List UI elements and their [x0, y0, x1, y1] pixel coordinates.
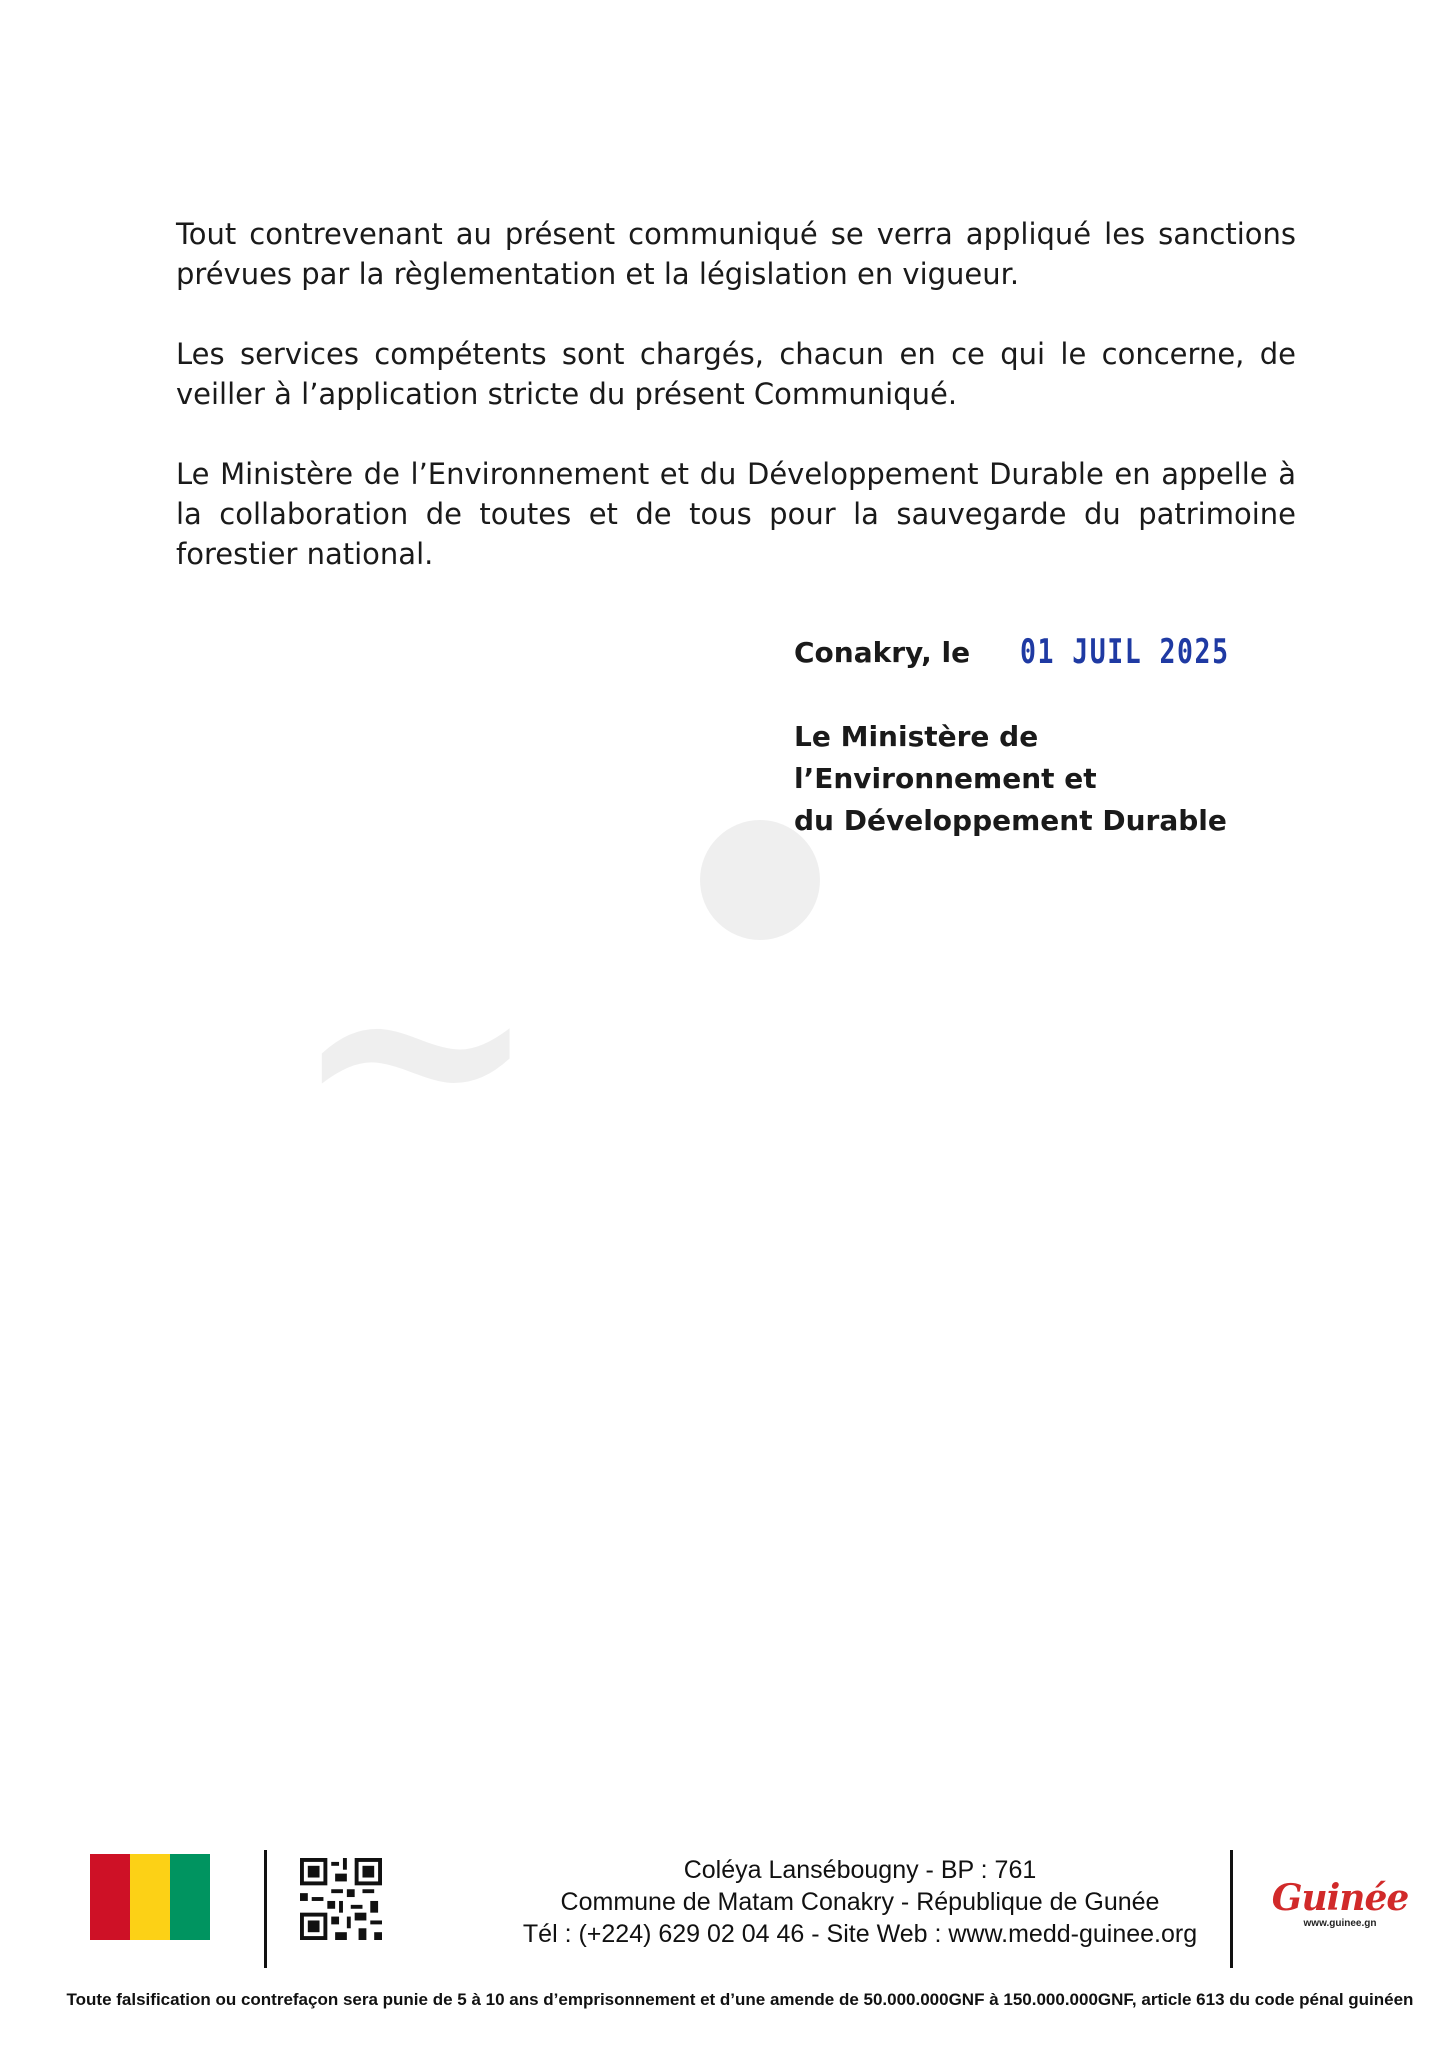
signatory-block — [794, 716, 1294, 842]
guinee-watermark-logo — [260, 820, 1160, 1240]
paragraph-services: Les services compétents sont chargés, chacun en ce qui le concerne, de veiller à l’application stricte du présent Communiqué. — [176, 337, 1296, 411]
dateline — [794, 632, 1311, 672]
paragraph-sanctions: Tout contrevenant au présent communiqué se verra appliqué les sanctions prévues par la règlementation et la législation en vigueur. — [176, 217, 1296, 291]
flag-red — [90, 1854, 130, 1940]
letterhead-footer — [90, 1850, 1410, 1980]
stamp-month: JUIL — [1072, 632, 1143, 672]
divider-left — [264, 1850, 267, 1968]
address-line-2: Commune de Matam Conakry - République de Gunée — [560, 1888, 1160, 1916]
address-line-3: Tél : (+224) 629 02 04 46 - Site Web : www.medd-guinee.org — [522, 1920, 1198, 1948]
flag-green — [170, 1854, 210, 1940]
paragraph-appeal: Le Ministère de l’Environnement et du Développement Durable en appelle à la collaboration de toutes et de tous pour la sauvegarde du patrimoine forestier national. — [176, 457, 1296, 571]
legal-notice: Toute falsification ou contrefaçon sera punie de 5 à 10 ans d’emprisonnement et d’une amende de 50.000.000GNF à 150.000.000GNF, article 613 du code pénal guinéen — [66, 1990, 1414, 2009]
guinee-brand-logo — [1270, 1878, 1410, 1929]
qr-code-icon — [300, 1858, 382, 1940]
svg-text:~: ~ — [290, 868, 542, 1221]
divider-right — [1230, 1850, 1233, 1968]
signatory-line-1: Le Ministère de l’Environnement et — [794, 720, 1097, 795]
date-stamp — [1020, 632, 1247, 672]
signatory-line-2: du Développement Durable — [794, 804, 1227, 837]
stamp-day: 01 — [1020, 632, 1056, 672]
stamp-year: 2025 — [1159, 632, 1230, 672]
ministry-address — [450, 1854, 1270, 1950]
guinea-flag-icon — [90, 1854, 210, 1940]
address-line-1: Coléya Lansébougny - BP : 761 — [683, 1856, 1037, 1884]
communique-body — [176, 214, 1296, 614]
flag-yellow — [130, 1854, 170, 1940]
dateline-prefix: Conakry, le — [794, 635, 971, 669]
logo-wordmark: Guinée — [1271, 1877, 1409, 1919]
logo-url: www.guinee.gn — [1303, 1918, 1377, 1929]
